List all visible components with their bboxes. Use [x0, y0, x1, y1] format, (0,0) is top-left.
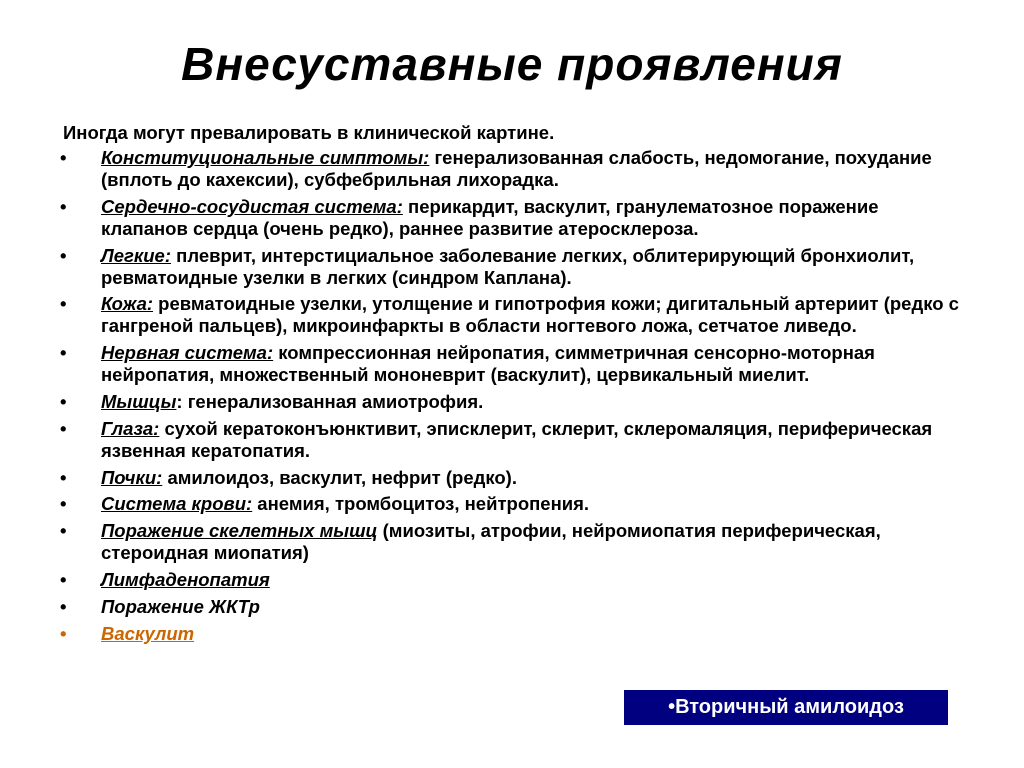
list-item-nervous-system: [0, 342, 961, 386]
list-item-eyes: [0, 418, 961, 462]
item-text: амилоидоз, васкулит, нефрит (редко).: [162, 466, 517, 488]
item-text: плеврит, интерстициальное заболевание легких, облитерирующий бронхиолит, ревматоидные узелки в легких (синдром Каплана).: [101, 244, 915, 288]
bullet-icon: •: [60, 466, 67, 488]
list-item-lymphadenopathy: [0, 569, 961, 591]
bullet-icon: •: [60, 622, 67, 644]
bullet-icon: •: [60, 417, 67, 439]
list-item-skin: [0, 293, 961, 337]
bullet-icon: •: [60, 390, 67, 412]
item-term: Нервная система:: [101, 342, 274, 364]
item-term: Почки:: [101, 466, 163, 488]
item-term: Мышцы: [101, 390, 177, 412]
intro-text: Иногда могут превалировать в клинической картине.: [63, 122, 555, 143]
list-item-vasculitis: [0, 623, 961, 645]
bullet-icon: •: [60, 493, 67, 515]
list-item-blood-system: [0, 493, 961, 515]
item-term: Система крови:: [101, 493, 253, 515]
item-text: : генерализованная амиотрофия.: [176, 390, 484, 412]
item-term: Васкулит: [101, 622, 195, 644]
item-text: (миозиты, атрофии, нейромиопатия периферическая, стероидная миопатия): [101, 520, 881, 564]
item-text: сухой кератоконъюнктивит, эписклерит, склерит, склеромаляция, периферическая язвенная кератопатия.: [101, 417, 933, 461]
slide-title: Внесуставные проявления: [181, 38, 843, 90]
item-text: анемия, тромбоцитоз, нейтропения.: [252, 493, 590, 515]
bullet-icon: •: [60, 342, 67, 364]
item-term: Глаза:: [101, 417, 160, 439]
secondary-amyloidosis-callout: •Вторичный амилоидоз: [624, 690, 948, 725]
list-item-kidneys: [0, 467, 961, 489]
item-term: Кожа:: [101, 293, 154, 315]
list-item-lungs: [0, 245, 961, 289]
list-item-constitutional: [0, 147, 961, 191]
item-term: Поражение ЖКТр: [101, 595, 260, 617]
list-item-gi-tract: [0, 596, 961, 618]
bullet-icon: •: [60, 595, 67, 617]
item-text: генерализованная слабость, недомогание, похудание (вплоть до кахексии), субфебрильная лихорадка.: [101, 147, 932, 190]
item-term: Поражение скелетных мышц: [101, 520, 378, 542]
item-term: Сердечно-сосудистая система:: [101, 195, 403, 217]
list-item-skeletal-muscle: [0, 520, 961, 564]
bullet-icon: •: [60, 195, 67, 217]
item-term: Конституциональные симптомы:: [101, 147, 430, 168]
item-term: Лимфаденопатия: [101, 568, 270, 590]
bullet-icon: •: [60, 568, 67, 590]
item-text: компрессионная нейропатия, симметричная сенсорно-моторная нейропатия, множественный мононеврит (васкулит), цервикальный миелит.: [101, 342, 875, 386]
list-item-muscles: [0, 391, 961, 413]
item-text: ревматоидные узелки, утолщение и гипотрофия кожи; дигитальный артериит (редко с гангреной пальцев), микроинфаркты в области ногтевого ложа, сетчатое ливедо.: [101, 293, 959, 337]
bullet-icon: •: [60, 244, 67, 266]
bullet-icon: •: [60, 147, 67, 168]
item-text: перикардит, васкулит, гранулематозное поражение клапанов сердца (очень редко), раннее развитие атеросклероза.: [101, 195, 879, 239]
item-term: Легкие:: [101, 244, 171, 266]
list-item-cardiovascular: [0, 196, 961, 240]
bullet-icon: •: [60, 520, 67, 542]
bullet-icon: •: [60, 293, 67, 315]
bullet-list: [0, 147, 1024, 649]
